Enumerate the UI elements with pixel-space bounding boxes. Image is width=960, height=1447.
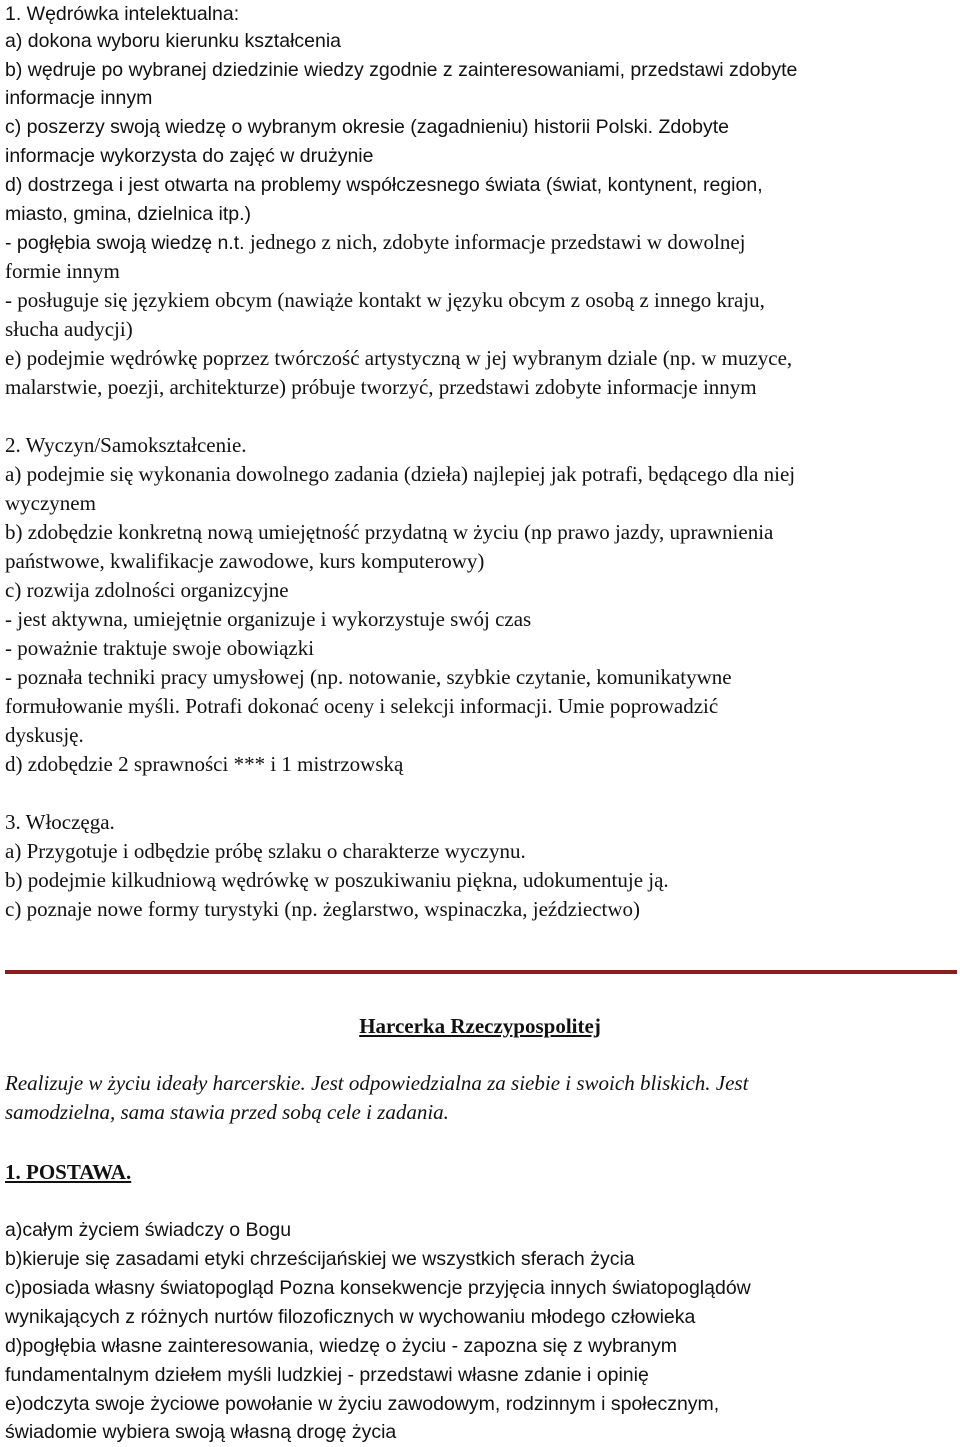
part1-line: d) dostrzega i jest otwarta na problemy współczesnego świata (świat, kontynent, region,	[5, 174, 763, 196]
section-title: Harcerka Rzeczypospolitej	[359, 1014, 601, 1038]
part1-line: 1. Wędrówka intelektualna:	[5, 3, 240, 25]
part1-serif-line: formie innym	[5, 259, 120, 283]
part3-line: b) podejmie kilkudniową wędrówkę w poszukiwaniu piękna, udokumentuje ją.	[5, 868, 669, 892]
part1-line: informacje wykorzysta do zajęć w drużynie	[5, 145, 374, 167]
section-divider	[5, 970, 957, 974]
part2-line: d) zdobędzie 2 sprawności *** i 1 mistrzowską	[5, 752, 404, 776]
postawa-item: c)posiada własny światopogląd Pozna konsekwencje przyjęcia innych światopoglądów	[5, 1277, 751, 1299]
part2-line: a) podejmie się wykonania dowolnego zadania (dzieła) najlepiej jak potrafi, będącego dla niej	[5, 462, 796, 486]
part1-line: miasto, gmina, dzielnica itp.)	[5, 203, 252, 225]
postawa-item: a)całym życiem świadczy o Bogu	[5, 1219, 292, 1241]
part1-line: informacje innym	[5, 87, 153, 109]
part1-serif-line: malarstwie, poezji, architekturze) próbuje tworzyć, przedstawi zdobyte informacje innym	[5, 375, 757, 399]
postawa-item: b)kieruje się zasadami etyki chrześcijańskiej we wszystkich sferach życia	[5, 1248, 635, 1270]
part2-line: - poznała techniki pracy umysłowej (np. notowanie, szybkie czytanie, komunikatywne	[5, 665, 732, 689]
part3-line: 3. Włoczęga.	[5, 810, 115, 834]
part1-serif-line: słucha audycji)	[5, 317, 133, 341]
part1-line: b) wędruje po wybranej dziedzinie wiedzy zgodnie z zainteresowaniami, przedstawi zdobyte	[5, 59, 798, 81]
part1-serif-line: - posługuje się językiem obcym (nawiąże kontakt w języku obcym z osobą z innego kraju,	[5, 288, 765, 312]
postawa-item: e)odczyta swoje życiowe powołanie w życiu zawodowym, rodzinnym i społecznym,	[5, 1393, 720, 1415]
part3-line: a) Przygotuje i odbędzie próbę szlaku o charakterze wyczynu.	[5, 839, 526, 863]
part2-line: formułowanie myśli. Potrafi dokonać oceny i selekcji informacji. Umie poprowadzić	[5, 694, 719, 718]
part1-line-tail: jednego z nich, zdobyte informacje przedstawi w dowolnej	[244, 230, 746, 254]
postawa-item: świadomie wybiera swoją własną drogę życia	[5, 1421, 397, 1443]
postawa-item: wynikających z różnych nurtów filozoficznych w wychowaniu młodego człowieka	[5, 1306, 696, 1328]
part1-line: a) dokona wyboru kierunku kształcenia	[5, 30, 342, 52]
part2-line: - jest aktywna, umiejętnie organizuje i wykorzystuje swój czas	[5, 607, 532, 631]
postawa-item: fundamentalnym dziełem myśli ludzkiej - przedstawi własne zdanie i opinię	[5, 1364, 649, 1386]
part2-line: wyczynem	[5, 491, 96, 515]
part2-line: c) rozwija zdolności organizcyjne	[5, 578, 289, 602]
part1-serif-line: e) podejmie wędrówkę poprzez twórczość artystyczną w jej wybranym dziale (np. w muzyce,	[5, 346, 793, 370]
postawa-item: d)pogłębia własne zainteresowania, wiedzę o życiu - zapozna się z wybranym	[5, 1335, 678, 1357]
intro-line: samodzielna, sama stawia przed sobą cele i zadania.	[5, 1100, 449, 1124]
part2-line: - poważnie traktuje swoje obowiązki	[5, 636, 315, 660]
part1-line-mixed	[5, 228, 745, 258]
part2-line: dyskusję.	[5, 723, 84, 747]
part2-line: państwowe, kwalifikacje zawodowe, kurs komputerowy)	[5, 549, 485, 573]
part3-line: c) poznaje nowe formy turystyki (np. żeglarstwo, wspinaczka, jeździectwo)	[5, 897, 641, 921]
part2-line: b) zdobędzie konkretną nową umiejętność przydatną w życiu (np prawo jazdy, uprawnienia	[5, 520, 774, 544]
postawa-heading: 1. POSTAWA.	[5, 1160, 132, 1184]
part1-line-head: - pogłębia swoją wiedzę n.t.	[5, 232, 245, 254]
part1-line: c) poszerzy swoją wiedzę o wybranym okresie (zagadnieniu) historii Polski. Zdobyte	[5, 116, 729, 138]
intro-line: Realizuje w życiu ideały harcerskie. Jest odpowiedzialna za siebie i swoich bliskich. Jest	[5, 1071, 749, 1095]
part2-line: 2. Wyczyn/Samokształcenie.	[5, 433, 247, 457]
